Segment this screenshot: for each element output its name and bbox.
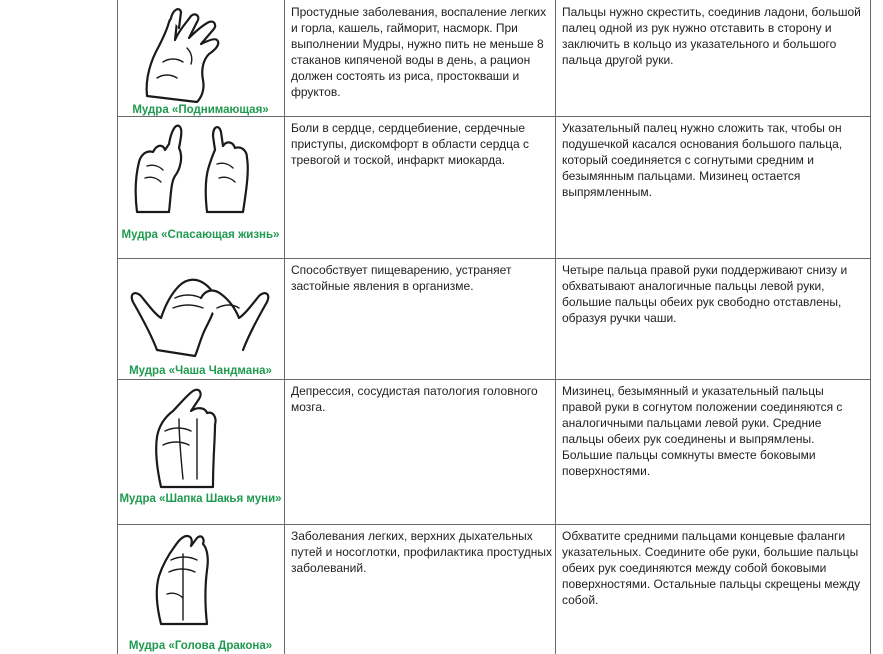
table-row [0,258,883,379]
raising-mudra-hands-image [117,0,284,116]
indications-text: Заболевания легких, верхних дыхательных путей и носоглотки, профилактика простудных заболеваний. [291,529,553,575]
technique-text: Мизинец, безымянный и указательный пальцы правой руки в согнутом положении соединяются с аналогичными пальцами левой руки. Средние пальцы обеих рук соединены и выпрямлены. Большие пальцы сомкнуты вместе боковыми поверхностями. [562,384,843,478]
indications-text: Боли в сердце, сердцебиение, сердечные приступы, дискомфорт в области сердца с тревогой и тоской, инфаркт миокарда. [291,121,529,167]
technique-text: Указательный палец нужно сложить так, чтобы он подушечкой касался основания большого пальца, который соединяется с согнутыми средним и безымянным пальцами. Мизинец остается выпрямленным. [562,121,843,199]
indications-text: Простудные заболевания, воспаление легких и горла, кашель, гайморит, насморк. При выполнении Мудры, нужно пить не меньше 8 стаканов кипяченой воды в день, а рацион должен состоять из риса, простокваши и фруктов. [291,5,547,99]
indications-text: Депрессия, сосудистая патология головного мозга. [291,384,538,414]
mudra-illustration-cell [117,524,284,654]
mudra-caption: Мудра «Поднимающая» [132,104,269,116]
indications-text: Способствует пищеварению, устраняет застойные явления в организме. [291,263,512,293]
table-row [0,524,883,654]
mudra-illustration-cell [117,0,284,116]
technique-text: Обхватите средними пальцами концевые фаланги указательных. Соедините обе руки, большие пальцы обеих рук соединяются между собой боковыми поверхностями. Остальные пальцы скрещены между собой. [562,529,861,607]
mudra-caption: Мудра «Чаша Чандмана» [129,365,272,377]
mudra-illustration-cell [117,116,284,258]
technique-text: Пальцы нужно скрестить, соединив ладони, большой палец одной из рук нужно отставить в сторону и заключить в кольцо из указательного и большого пальца другой руки. [562,5,861,67]
table-row [0,116,883,258]
mudra-caption: Мудра «Шапка Шакья муни» [119,493,282,505]
dragon-head-mudra-hands-image [117,524,284,654]
mudra-illustration-cell [117,258,284,379]
technique-text: Четыре пальца правой руки поддерживают снизу и обхватывают аналогичные пальцы левой руки, большие пальцы обеих рук свободно отставлены, образуя ручки чаши. [562,263,848,325]
table-row [0,0,883,116]
chandmana-cup-mudra-hands-image [117,258,284,379]
mudra-caption: Мудра «Спасающая жизнь» [121,229,280,241]
table-row [0,379,883,524]
mudra-caption: Мудра «Голова Дракона» [128,640,273,652]
mudra-illustration-cell [117,379,284,524]
